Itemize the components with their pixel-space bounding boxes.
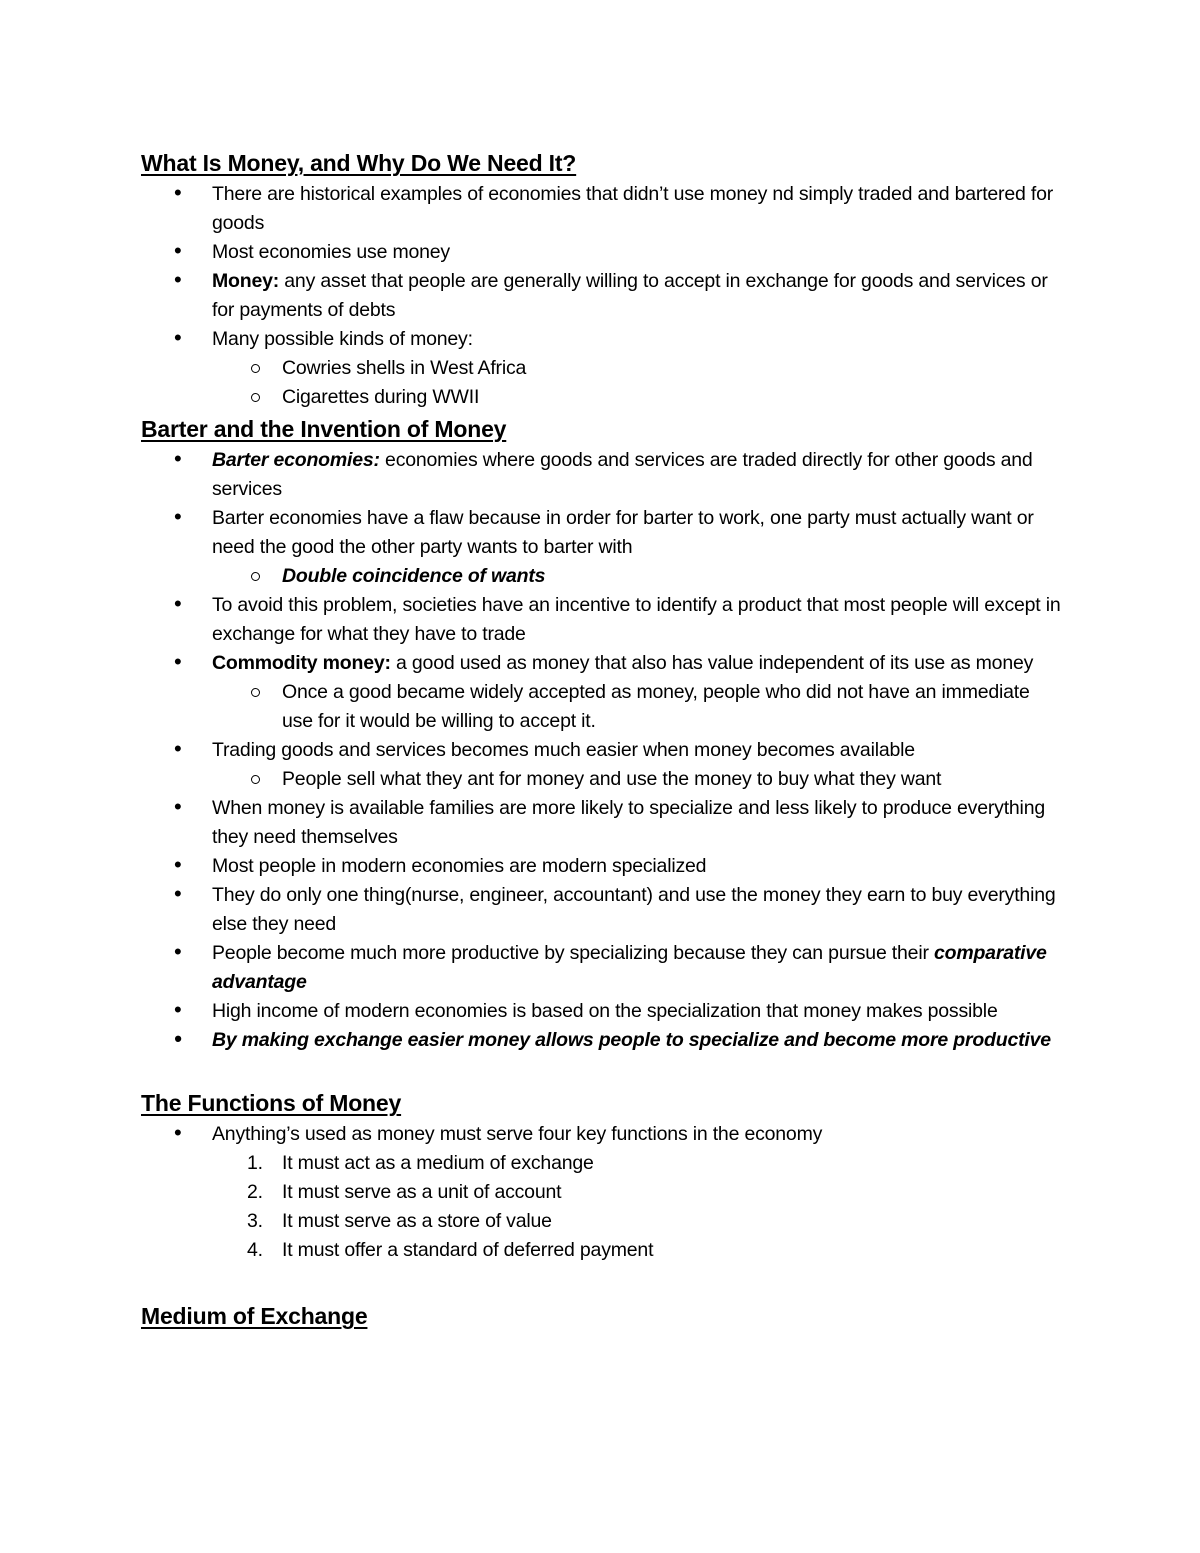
list-item: • High income of modern economies is based on the specialization that money makes possible	[141, 997, 1061, 1026]
list-item: • There are historical examples of economies that didn’t use money nd simply traded and bartered for goods	[141, 180, 1061, 238]
list-item	[141, 267, 1061, 325]
definition-text: any asset that people are generally willing to accept in exchange for goods and services or for payments of debts	[212, 270, 1048, 321]
item-number: 4.	[247, 1239, 263, 1261]
item-number: 3.	[247, 1210, 263, 1232]
sub-list-item: Once a good became widely accepted as money, people who did not have an immediate use for it would be willing to accept it.	[141, 678, 1061, 736]
term-barter-economies: Barter economies:	[212, 449, 380, 471]
term-comparative-advantage: comparative advantage	[212, 942, 1047, 993]
bullet-list	[141, 1120, 1061, 1265]
definition-text: economies where goods and services are traded directly for other goods and services	[212, 449, 1033, 500]
sub-list-item: Double coincidence of wants	[141, 562, 1061, 591]
list-item: • Most economies use money	[141, 238, 1061, 267]
item-number: 2.	[247, 1181, 263, 1203]
list-item	[141, 649, 1061, 736]
list-item-text: People become much more productive by specializing because they can pursue their	[212, 942, 934, 964]
list-item-text: Anything’s used as money must serve four key functions in the economy	[212, 1123, 823, 1145]
list-item-text: Barter economies have a flaw because in order for barter to work, one party must actually want or need the good the other party wants to barter with	[212, 507, 1034, 558]
list-item-text: Trading goods and services becomes much easier when money becomes available	[212, 739, 915, 761]
list-item: • Most people in modern economies are modern specialized	[141, 852, 1061, 881]
list-item	[141, 939, 1061, 997]
numbered-item	[141, 1207, 1061, 1236]
numbered-list	[212, 1149, 1061, 1265]
list-item: • They do only one thing(nurse, engineer, accountant) and use the money they earn to buy everything else they need	[141, 881, 1061, 939]
item-text: It must serve as a store of value	[282, 1210, 552, 1232]
item-text: It must offer a standard of deferred payment	[282, 1239, 654, 1261]
bullet-list	[141, 180, 1061, 412]
bullet-list	[141, 446, 1061, 1055]
list-item: • To avoid this problem, societies have an incentive to identify a product that most people will except in exchange for what they have to trade	[141, 591, 1061, 649]
item-number: 1.	[247, 1152, 263, 1174]
list-item	[141, 504, 1061, 591]
term-commodity-money: Commodity money:	[212, 652, 391, 674]
item-text: It must serve as a unit of account	[282, 1181, 562, 1203]
item-text: It must act as a medium of exchange	[282, 1152, 594, 1174]
list-item-text: Many possible kinds of money:	[212, 328, 473, 350]
list-item: • By making exchange easier money allows people to specialize and become more productive	[141, 1026, 1061, 1055]
heading-barter: Barter and the Invention of Money	[141, 416, 507, 442]
list-item	[141, 1120, 1061, 1265]
definition-text: a good used as money that also has value independent of its use as money	[390, 652, 1034, 674]
list-item: • When money is available families are more likely to specialize and less likely to produce everything they need themselves	[141, 794, 1061, 852]
document-content	[141, 146, 1061, 1333]
sub-list-item: People sell what they ant for money and use the money to buy what they want	[141, 765, 1061, 794]
sub-list-item: Cigarettes during WWII	[141, 383, 1061, 412]
term-money: Money:	[212, 270, 280, 292]
sub-list	[212, 354, 1061, 412]
list-item	[141, 446, 1061, 504]
sub-list-item: Cowries shells in West Africa	[141, 354, 1061, 383]
sub-list	[212, 678, 1061, 736]
numbered-item	[141, 1178, 1061, 1207]
list-item	[141, 325, 1061, 412]
numbered-item	[141, 1149, 1061, 1178]
heading-what-is-money: What Is Money, and Why Do We Need It?	[141, 150, 577, 176]
heading-functions-of-money: The Functions of Money	[141, 1090, 402, 1116]
heading-medium-of-exchange: Medium of Exchange	[141, 1303, 368, 1329]
list-item	[141, 736, 1061, 794]
sub-list	[212, 765, 1061, 794]
numbered-item	[141, 1236, 1061, 1265]
sub-list	[212, 562, 1061, 591]
